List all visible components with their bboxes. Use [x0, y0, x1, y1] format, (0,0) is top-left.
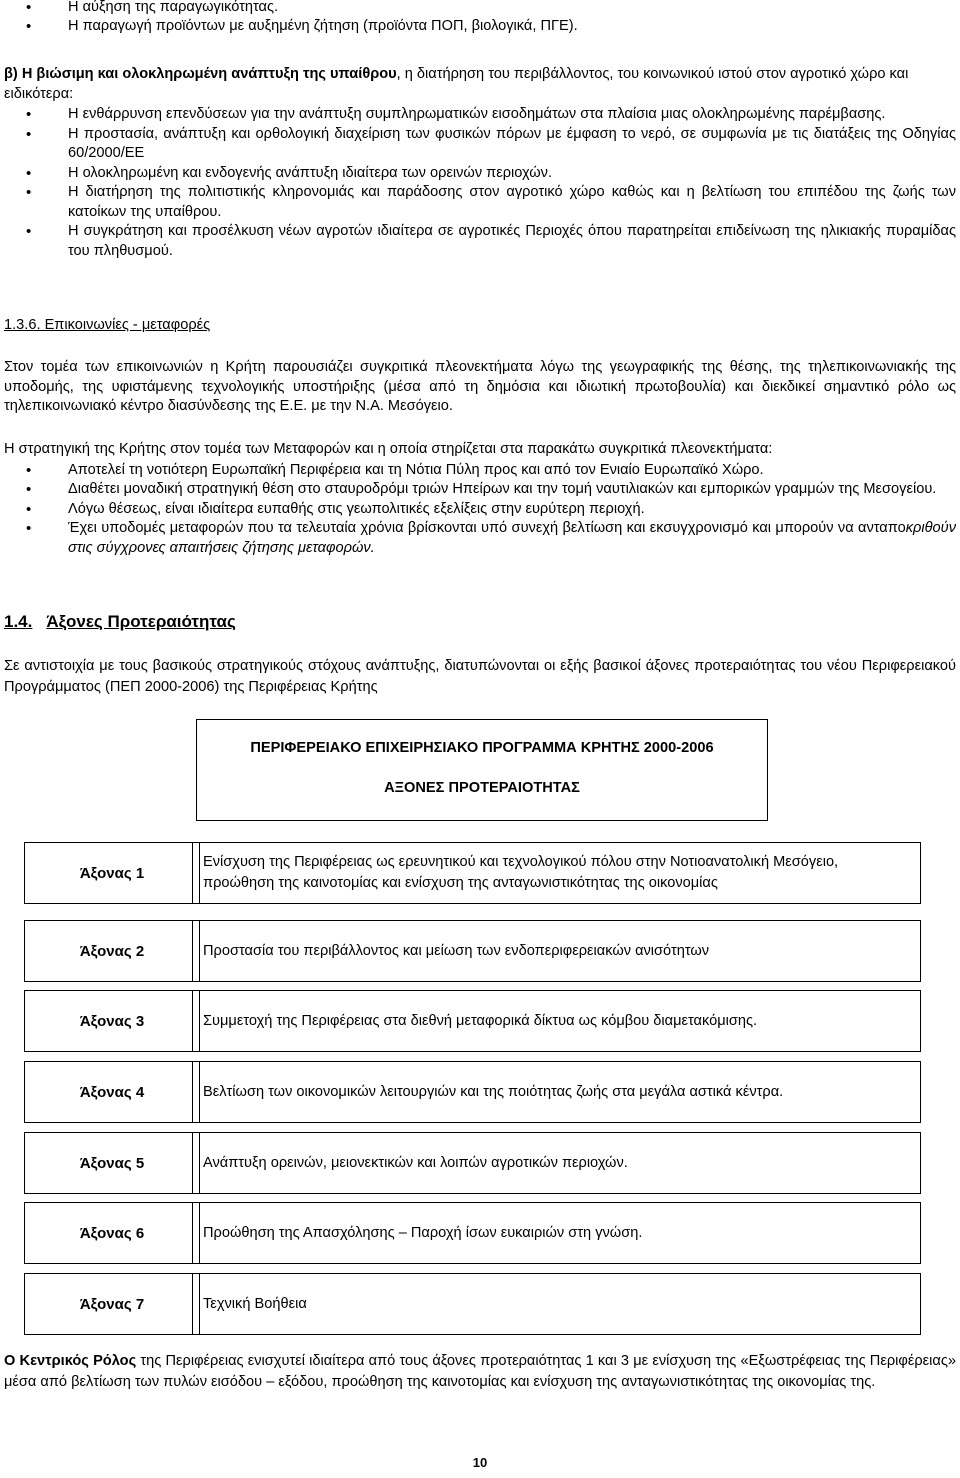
program-title: ΠΕΡΙΦΕΡΕΙΑΚΟ ΕΠΙΧΕΙΡΗΣΙΑΚΟ ΠΡΟΓΡΑΜΜΑ ΚΡΗΤΗΣ 2000-2006	[250, 740, 714, 756]
axis-desc-2: Προστασία του περιβάλλοντος και μείωση των ενδοπεριφερειακών ανισότητων	[192, 920, 921, 982]
program-title-box	[196, 719, 768, 821]
section-136-para1	[4, 358, 956, 417]
section-136-list	[4, 461, 956, 559]
axis-desc-3: Συμμετοχή της Περιφέρειας στα διεθνή μεταφορικά δίκτυα ως κόμβου διαμετακόμισης.	[192, 990, 921, 1052]
list-item: • Λόγω θέσεως, είναι ιδιαίτερα ευπαθής στις γεωπολιτικές εξελίξεις στην ευρύτερη περιοχή.	[4, 500, 956, 520]
list-item: • Η συγκράτηση και προσέλκυση νέων αγροτών ιδιαίτερα σε αγροτικές Περιοχές όπου παρατηρείται επιδείνωση της ηλικιακής πυραμίδας του πληθυσμού.	[4, 222, 956, 261]
section-b-list	[4, 105, 956, 261]
section-136-heading	[4, 316, 956, 336]
list-item: • Έχει υποδομές μεταφορών που τα τελευταία χρόνια βρίσκονται υπό συνεχή βελτίωση και εκσυγχρονισμό και μπορούν να ανταποκριθούν στις σύγχρονες απαιτήσεις ζήτησης μεταφορών.	[4, 519, 956, 558]
list-item: • Η ολοκληρωμένη και ενδογενής ανάπτυξη ιδιαίτερα των ορεινών περιοχών.	[4, 164, 956, 184]
section-b	[4, 65, 956, 261]
list-item: • Η διατήρηση της πολιτιστικής κληρονομιάς και παράδοσης στον αγροτικό χώρο καθώς και η βελτίωση του επιπέδου της ζωής των κατοίκων της υπαίθρου.	[4, 183, 956, 222]
axis-label-5: Άξονας 5	[24, 1132, 200, 1194]
section-14-heading	[4, 612, 956, 632]
list-item: • Η ενθάρρυνση επενδύσεων για την ανάπτυξη συμπληρωματικών εισοδημάτων στα πλαίσια μιας ολοκληρωμένης παρέμβασης.	[4, 105, 956, 125]
list-item: • Διαθέτει μοναδική στρατηγική θέση στο σταυροδρόμι τριών Ηπείρων και την τομή ναυτιλιακών και εμπορικών γραμμών της Μεσογείου.	[4, 480, 956, 500]
section-14-para	[4, 656, 956, 698]
section-136-para2	[4, 440, 956, 558]
paragraph: Σε αντιστοιχία με τους βασικούς στρατηγικούς στόχους ανάπτυξης, διατυπώνονται οι εξής βασικοί άξονες προτεραιότητας του νέου Περιφερειακού Προγράμματος (ΠΕΠ 2000-2006) της Περιφέρειας Κρήτης	[4, 658, 956, 695]
list-item: • Αποτελεί τη νοτιότερη Ευρωπαϊκή Περιφέρεια και τη Νότια Πύλη προς και από τον Ενιαίο Ευρωπαϊκό Χώρο.	[4, 461, 956, 481]
list-item: • Η παραγωγή προϊόντων με αυξημένη ζήτηση (προϊόντα ΠΟΠ, βιολογικά, ΠΓΕ).	[4, 17, 956, 36]
axis-label-6: Άξονας 6	[24, 1202, 200, 1264]
paragraph: Στον τομέα των επικοινωνιών η Κρήτη παρουσιάζει συγκριτικά πλεονεκτήματα λόγω της γεωγραφικής της θέσης, της τηλεπικοινωνιακής της υποδομής, της υφιστάμενης τεχνολογικής υποστήριξης (μέσα από τη δημόσια και ιδιωτική πρωτοβουλία) και διεκδικεί σημαντικό ρόλο ως τηλεπικοινωνιακό κέντρο διασύνδεσης της Ε.Ε. με την Ν.Α. Μεσόγειο.	[4, 359, 956, 414]
axis-desc-7: Τεχνική Βοήθεια	[192, 1273, 921, 1335]
section-b-text: , η διατήρηση του περιβάλλοντος, του κοινωνικού ιστού στον αγροτικό χώρο και ειδικότερα:	[4, 66, 909, 102]
program-subtitle: ΑΞΟΝΕΣ ΠΡΟΤΕΡΑΙΟΤΗΤΑΣ	[384, 780, 580, 796]
axis-desc-1: Ενίσχυση της Περιφέρειας ως ερευνητικού και τεχνολογικού πόλου στην Νοτιοανατολική Μεσόγειο, προώθηση της καινοτομίας και ενίσχυση της ανταγωνιστικότητας της οικονομίας	[192, 842, 921, 904]
axis-desc-6: Προώθηση της Απασχόλησης – Παροχή ίσων ευκαιριών στη γνώση.	[192, 1202, 921, 1264]
axis-label-1: Άξονας 1	[24, 842, 200, 904]
axis-label-2: Άξονας 2	[24, 920, 200, 982]
closing-paragraph	[4, 1351, 956, 1393]
axis-label-3: Άξονας 3	[24, 990, 200, 1052]
closing-lead: Ο Κεντρικός Ρόλος	[4, 1353, 137, 1369]
axis-desc-4: Βελτίωση των οικονομικών λειτουργιών και της ποιότητας ζωής στα μεγάλα αστικά κέντρα.	[192, 1061, 921, 1123]
axis-desc-5: Ανάπτυξη ορεινών, μειονεκτικών και λοιπών αγροτικών περιοχών.	[192, 1132, 921, 1194]
section-b-lead: β) Η βιώσιμη και ολοκληρωμένη ανάπτυξη της υπαίθρου	[4, 66, 397, 82]
list-item: • Η προστασία, ανάπτυξη και ορθολογική διαχείριση των φυσικών πόρων με έμφαση το νερό, σε συμφωνία με τις διατάξεις της Οδηγίας 60/2000/ΕΕ	[4, 125, 956, 164]
axis-label-7: Άξονας 7	[24, 1273, 200, 1335]
axis-label-4: Άξονας 4	[24, 1061, 200, 1123]
section-heading: 1.3.6. Επικοινωνίες - μεταφορές	[4, 317, 211, 333]
paragraph: Η στρατηγική της Κρήτης στον τομέα των Μεταφορών και η οποία στηρίζεται στα παρακάτω συγκριτικά πλεονεκτήματα:	[4, 441, 773, 457]
top-bullet-list	[4, 0, 956, 36]
page-number: 10	[472, 1455, 488, 1470]
closing-text: της Περιφέρειας ενισχυτεί ιδιαίτερα από τους άξονες προτεραιότητας 1 και 3 με ενίσχυση της «Εξωστρέφειας της Περιφέρειας» μέσα από βελτίωση των πυλών εισόδου – εξόδου, προώθηση της καινοτομίας και ενίσχυση της ανταγωνιστικότητας της οικονομίας της.	[4, 1353, 956, 1390]
section-number: 1.4.	[4, 612, 33, 631]
section-title: Άξονες Προτεραιότητας	[46, 612, 236, 631]
list-item: • Η αύξηση της παραγωγικότητας.	[4, 0, 956, 17]
